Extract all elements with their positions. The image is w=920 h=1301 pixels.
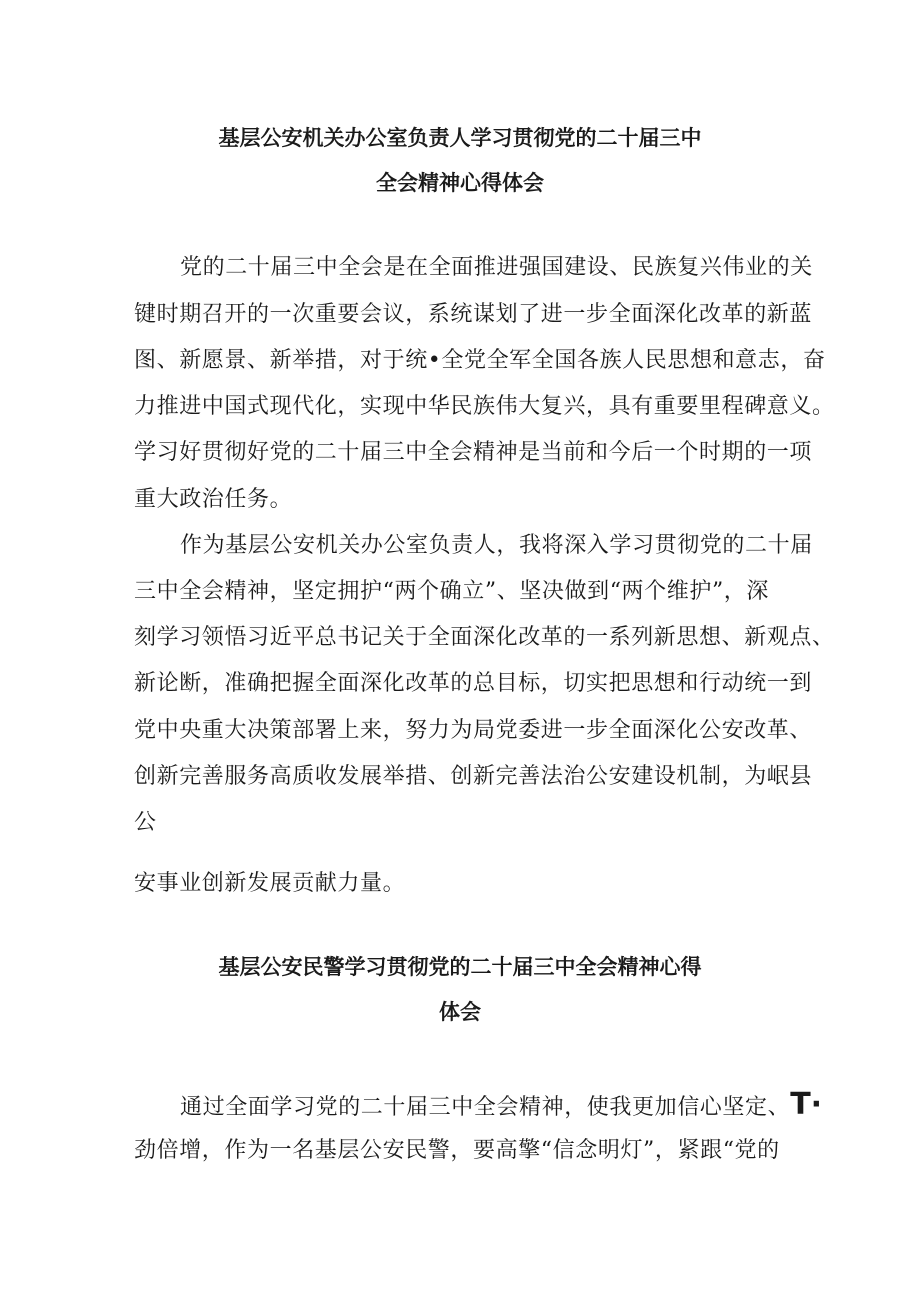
section1-p2-line: 创新完善服务高质收发展举措、创新完善法治公安建设机制，为岷县 bbox=[134, 764, 813, 789]
section1-p2-line: 刻学习领悟习近平总书记关于全面深化改革的一系列新思想、新观点、 bbox=[134, 625, 835, 650]
section2-title-line2: 体会 bbox=[439, 1000, 481, 1024]
section1-title-line2: 全会精神心得体会 bbox=[376, 171, 544, 195]
section1-p1-line: 力推进中国式现代化，实现中华民族伟大复兴，具有重要里程碑意义。 bbox=[134, 394, 835, 419]
section1-p2-line: 新论断，准确把握全面深化改革的总目标，切实把思想和行动统一到 bbox=[134, 671, 813, 696]
section2-title-line1: 基层公安民警学习贯彻党的二十届三中全会精神心得 bbox=[218, 955, 702, 979]
section2-p1-line: 劲倍增，作为一名基层公安民警，要高擎“信念明灯”，紧跟“党的 bbox=[134, 1138, 780, 1163]
section2-p1-line bbox=[180, 1087, 823, 1123]
section1-p1-line: 党的二十届三中全会是在全面推进强国建设、民族复兴伟业的关 bbox=[180, 255, 813, 280]
section1-p2-line: 三中全会精神，坚定拥护“两个确立”、坚决做到“两个维护”，深 bbox=[134, 579, 769, 604]
section1-p2-line: 党中央重大决策部署上来，努力为局党委进一步全面深化公安改革、 bbox=[134, 718, 813, 743]
section1-title-line1: 基层公安机关办公室负责人学习贯彻党的二十届三中 bbox=[218, 126, 702, 150]
section1-p2-line: 作为基层公安机关办公室负责人，我将深入学习贯彻党的二十届 bbox=[180, 533, 813, 558]
section1-p1-line: 学习好贯彻好党的二十届三中全会精神是当前和今后一个时期的一项 bbox=[134, 440, 813, 465]
section1-p1-line: 图、新愿景、新举措，对于统•全党全军全国各族人民思想和意志，奋 bbox=[134, 348, 826, 373]
section1-p2-line: 公 bbox=[134, 810, 157, 835]
section2-p1-line1-glyph: T· bbox=[790, 1087, 823, 1122]
section1-p1-line: 键时期召开的一次重要会议，系统谋划了进一步全面深化改革的新蓝 bbox=[134, 302, 813, 327]
section1-p1-line: 重大政治任务。 bbox=[134, 487, 293, 512]
section1-p3-line: 安事业创新发展贡献力量。 bbox=[134, 871, 406, 896]
section2-p1-line1-text: 通过全面学习党的二十届三中全会精神，使我更加信心坚定、 bbox=[180, 1095, 791, 1120]
